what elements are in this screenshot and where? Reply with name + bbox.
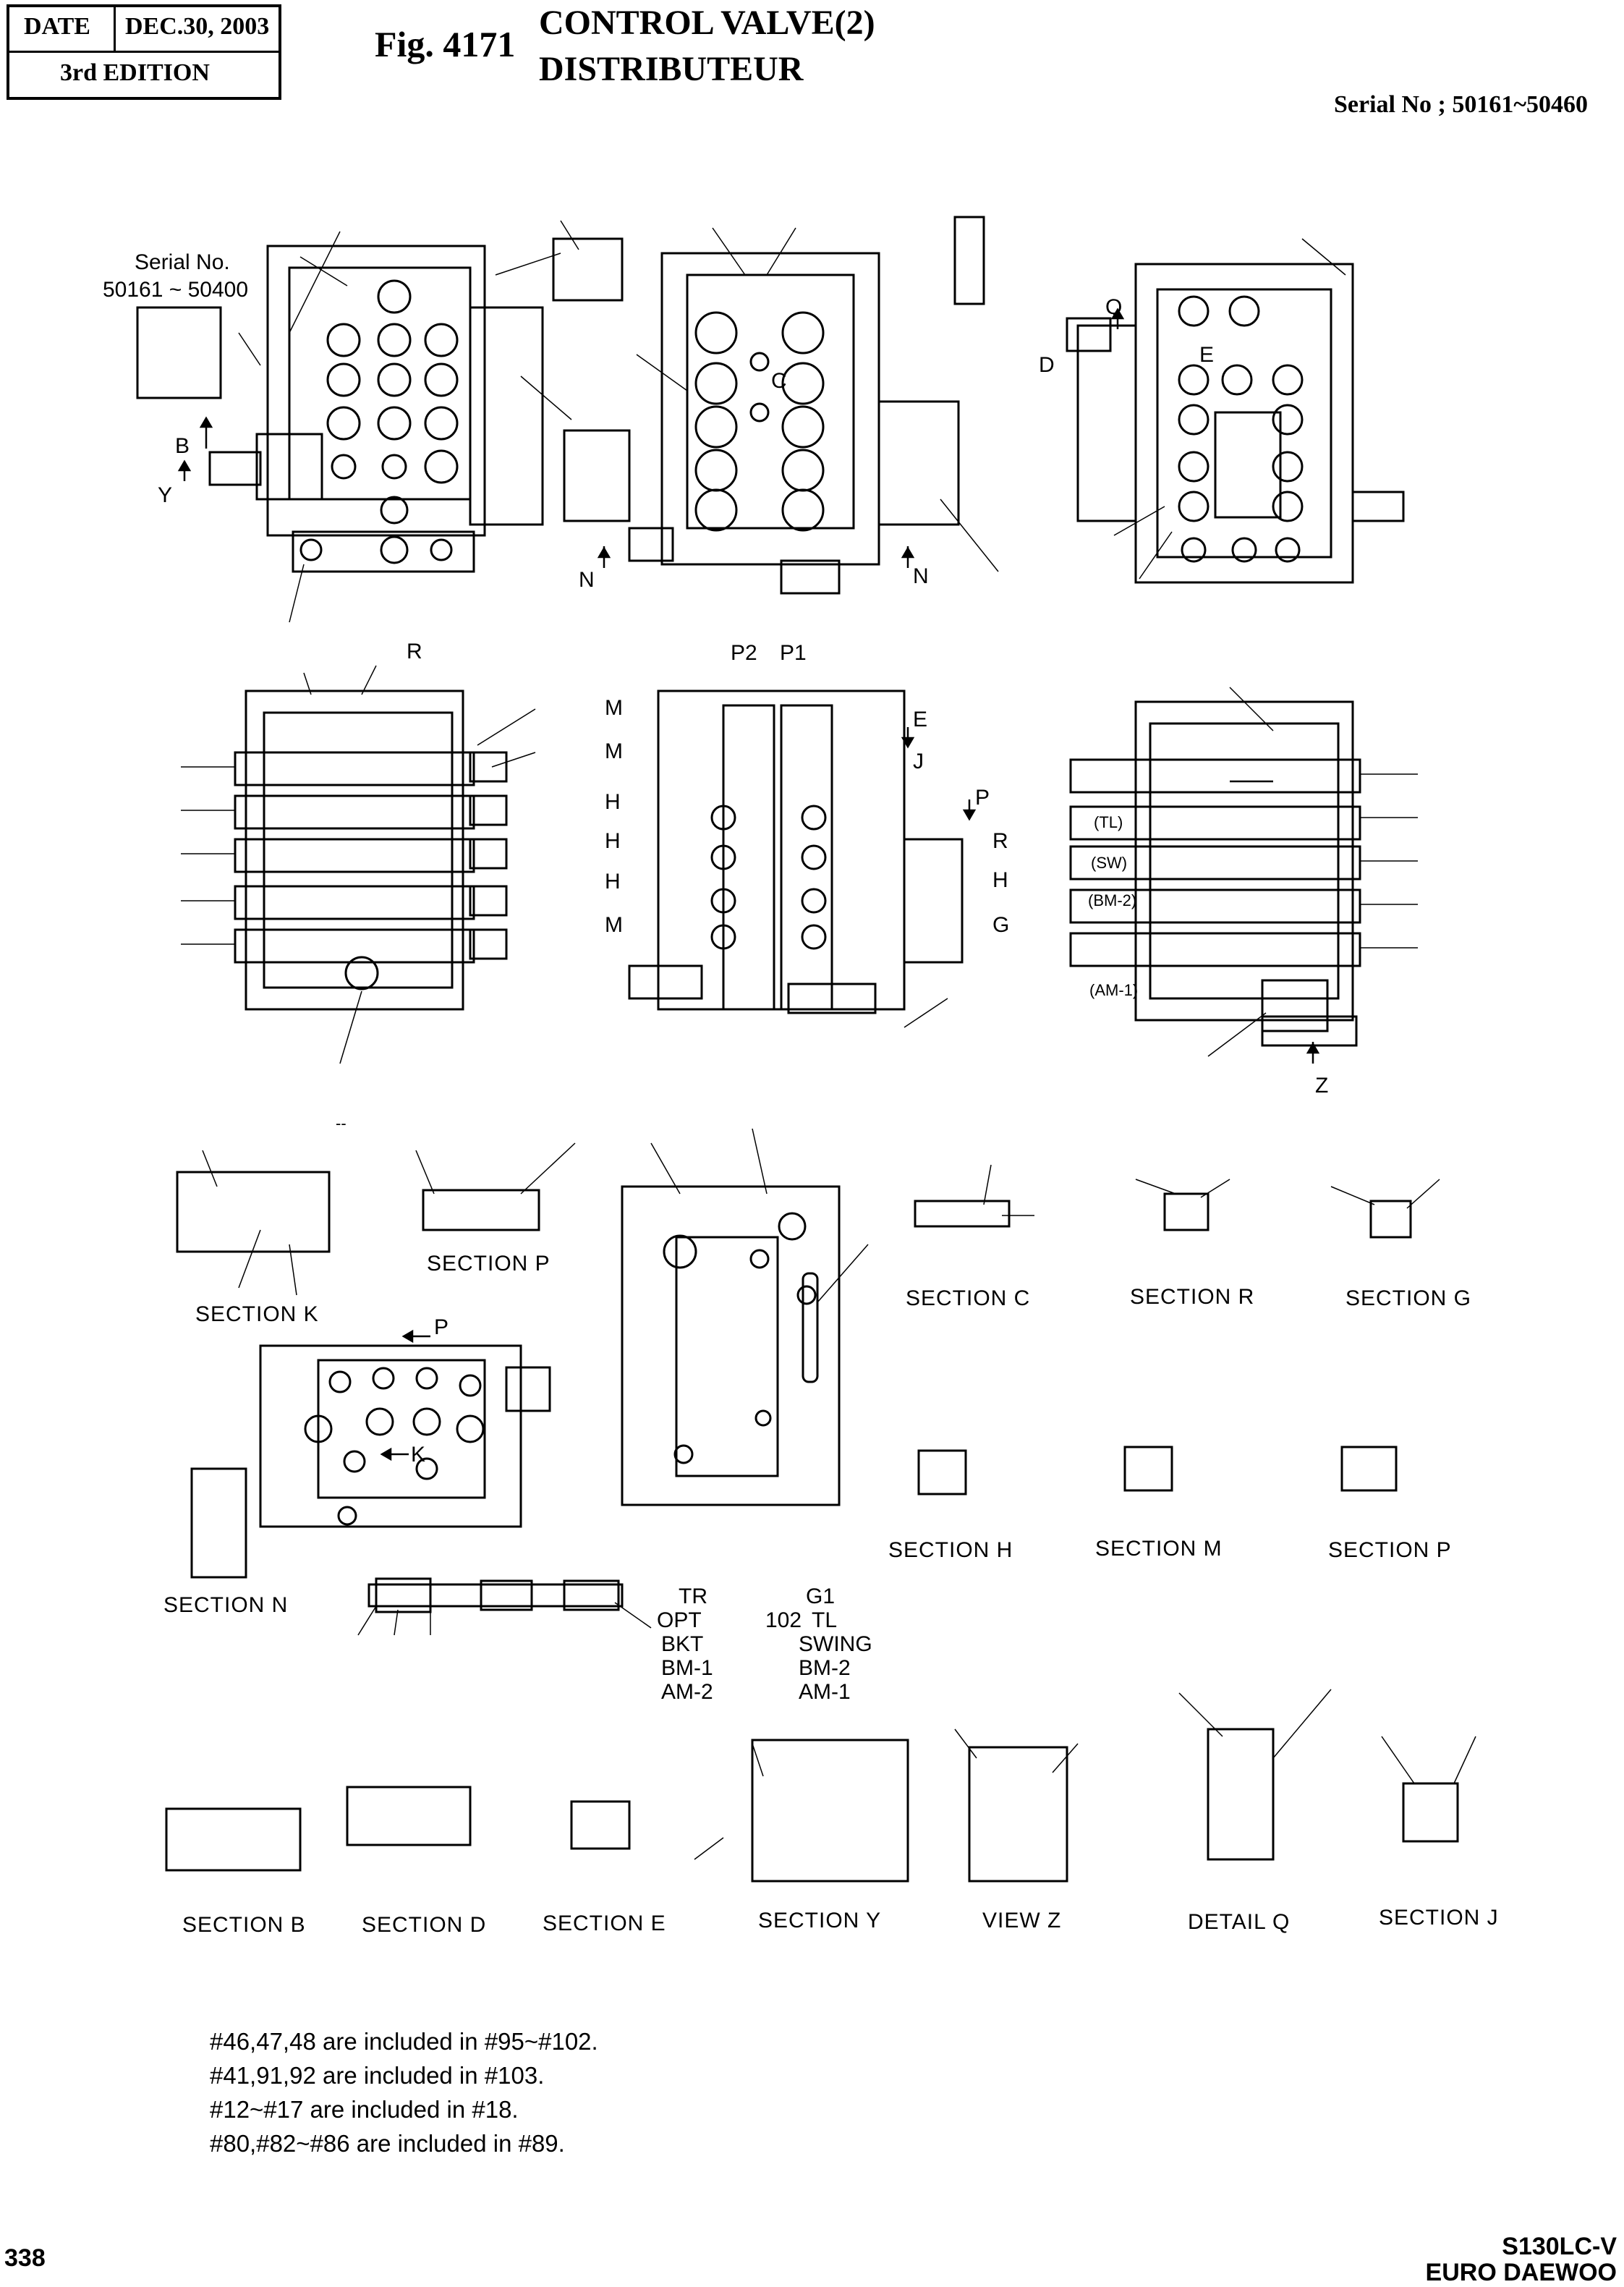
section-r-drawing <box>1165 1194 1208 1230</box>
view-label-m1: M <box>605 696 623 720</box>
view-label-h1: H <box>605 790 621 814</box>
edition-label: 3rd EDITION <box>60 59 210 86</box>
spool-legend-right <box>799 1584 872 1704</box>
serial-callout-value: 50161 ~ 50400 <box>103 278 249 302</box>
caption-section-c: SECTION C <box>906 1286 1031 1310</box>
view-label-k: K <box>411 1443 426 1467</box>
view-label-m3: M <box>605 913 623 937</box>
valve-top-view <box>260 1346 550 1527</box>
spool-left-4: AM-2 <box>661 1680 713 1704</box>
section-p2-drawing <box>1342 1447 1396 1490</box>
spool-right-4: AM-1 <box>799 1680 851 1704</box>
date-value: DEC.30, 2003 <box>125 13 270 40</box>
valve-side-view <box>629 217 984 593</box>
view-z-drawing <box>969 1747 1067 1881</box>
page-title: CONTROL VALVE(2) <box>539 4 875 42</box>
section-d-drawing <box>347 1787 470 1845</box>
view-label-h4: H <box>992 868 1008 892</box>
view-label-p1: P1 <box>780 641 807 665</box>
view-label-r: R <box>407 640 422 663</box>
section-p-drawing <box>423 1190 539 1230</box>
section-m-drawing <box>1125 1447 1172 1490</box>
caption-section-h: SECTION H <box>888 1538 1013 1562</box>
view-label-r2: R <box>992 829 1008 853</box>
view-label-h3: H <box>605 870 621 894</box>
spool-label-tl: (TL) <box>1094 813 1123 831</box>
brand-name: EURO DAEWOO <box>1425 2259 1617 2286</box>
serial-range: Serial No ; 50161~50460 <box>1334 91 1589 118</box>
caption-section-g: SECTION G <box>1345 1286 1472 1310</box>
view-label-j: J <box>913 750 924 773</box>
notes-block <box>210 2024 598 2160</box>
serial-callout-label: Serial No. <box>135 250 230 274</box>
caption-section-b: SECTION B <box>182 1913 306 1937</box>
note-3: #12~#17 are included in #18. <box>210 2096 519 2123</box>
dash-mark: -- <box>336 1114 347 1132</box>
view-label-n1: N <box>579 568 595 592</box>
view-label-p3: P <box>434 1315 449 1339</box>
section-g-drawing <box>1371 1201 1411 1237</box>
spool-left-3: BM-1 <box>661 1656 713 1680</box>
caption-section-j: SECTION J <box>1379 1906 1499 1930</box>
view-label-d: D <box>1039 353 1055 377</box>
caption-section-n: SECTION N <box>163 1593 289 1617</box>
date-label: DATE <box>24 13 90 40</box>
section-h-drawing <box>919 1451 966 1494</box>
page-subtitle: DISTRIBUTEUR <box>539 50 804 88</box>
caption-view-z: VIEW Z <box>982 1909 1062 1932</box>
view-label-p2: P2 <box>731 641 757 665</box>
detail-q-drawing <box>1208 1729 1273 1859</box>
caption-section-k: SECTION K <box>195 1302 319 1326</box>
view-label-z: Z <box>1315 1074 1329 1098</box>
caption-detail-q: DETAIL Q <box>1188 1910 1291 1934</box>
view-label-q: Q <box>1105 295 1123 319</box>
caption-section-p: SECTION P <box>427 1252 550 1276</box>
caption-section-d: SECTION D <box>362 1913 487 1937</box>
section-b-drawing <box>166 1809 300 1870</box>
view-label-n2: N <box>913 564 929 588</box>
spool-right-1: TL <box>812 1608 838 1632</box>
model-name: S130LC-V <box>1502 2233 1617 2260</box>
body-plate-drawing <box>622 1187 839 1505</box>
view-label-y: Y <box>158 483 173 507</box>
spool-left-0: TR <box>679 1584 707 1608</box>
page-number: 338 <box>4 2244 46 2272</box>
section-k-drawing <box>177 1172 329 1252</box>
view-label-e1: E <box>1199 343 1215 367</box>
section-e-drawing <box>571 1802 629 1849</box>
view-label-e2: E <box>913 708 928 731</box>
view-label-h2: H <box>605 829 621 853</box>
date-edition-box <box>7 4 281 100</box>
cross-section-left <box>235 691 506 1009</box>
caption-section-p-2: SECTION P <box>1328 1538 1452 1562</box>
caption-section-e: SECTION E <box>543 1912 666 1935</box>
section-y-drawing <box>752 1740 908 1881</box>
caption-section-y: SECTION Y <box>758 1909 882 1932</box>
note-4: #80,#82~#86 are included in #89. <box>210 2130 565 2157</box>
view-label-g: G <box>992 913 1010 937</box>
spool-drawing <box>369 1579 622 1612</box>
view-label-c: C <box>771 369 787 393</box>
caption-section-r: SECTION R <box>1130 1285 1255 1309</box>
spool-label-am1: (AM-1) <box>1089 981 1139 999</box>
spool-left-2: BKT <box>661 1632 704 1656</box>
caption-section-m: SECTION M <box>1095 1537 1223 1561</box>
spool-left-1: OPT <box>657 1608 702 1632</box>
section-c-drawing <box>915 1201 1009 1226</box>
spool-legend-left <box>657 1584 713 1704</box>
spool-right-3: BM-2 <box>799 1656 851 1680</box>
spool-right-0: G1 <box>806 1584 836 1608</box>
spool-ref-number: 102 <box>765 1608 802 1632</box>
spool-right-2: SWING <box>799 1632 872 1656</box>
spool-label-bm2: (BM-2) <box>1088 891 1137 909</box>
view-label-p: P <box>975 786 990 810</box>
figure-number: Fig. 4171 <box>375 24 516 64</box>
note-1: #46,47,48 are included in #95~#102. <box>210 2028 598 2055</box>
view-label-b: B <box>175 434 190 458</box>
section-j-drawing <box>1403 1783 1458 1841</box>
note-2: #41,91,92 are included in #103. <box>210 2062 545 2089</box>
section-n-drawing <box>192 1469 246 1577</box>
view-label-m2: M <box>605 739 623 763</box>
spool-label-sw: (SW) <box>1091 854 1128 872</box>
